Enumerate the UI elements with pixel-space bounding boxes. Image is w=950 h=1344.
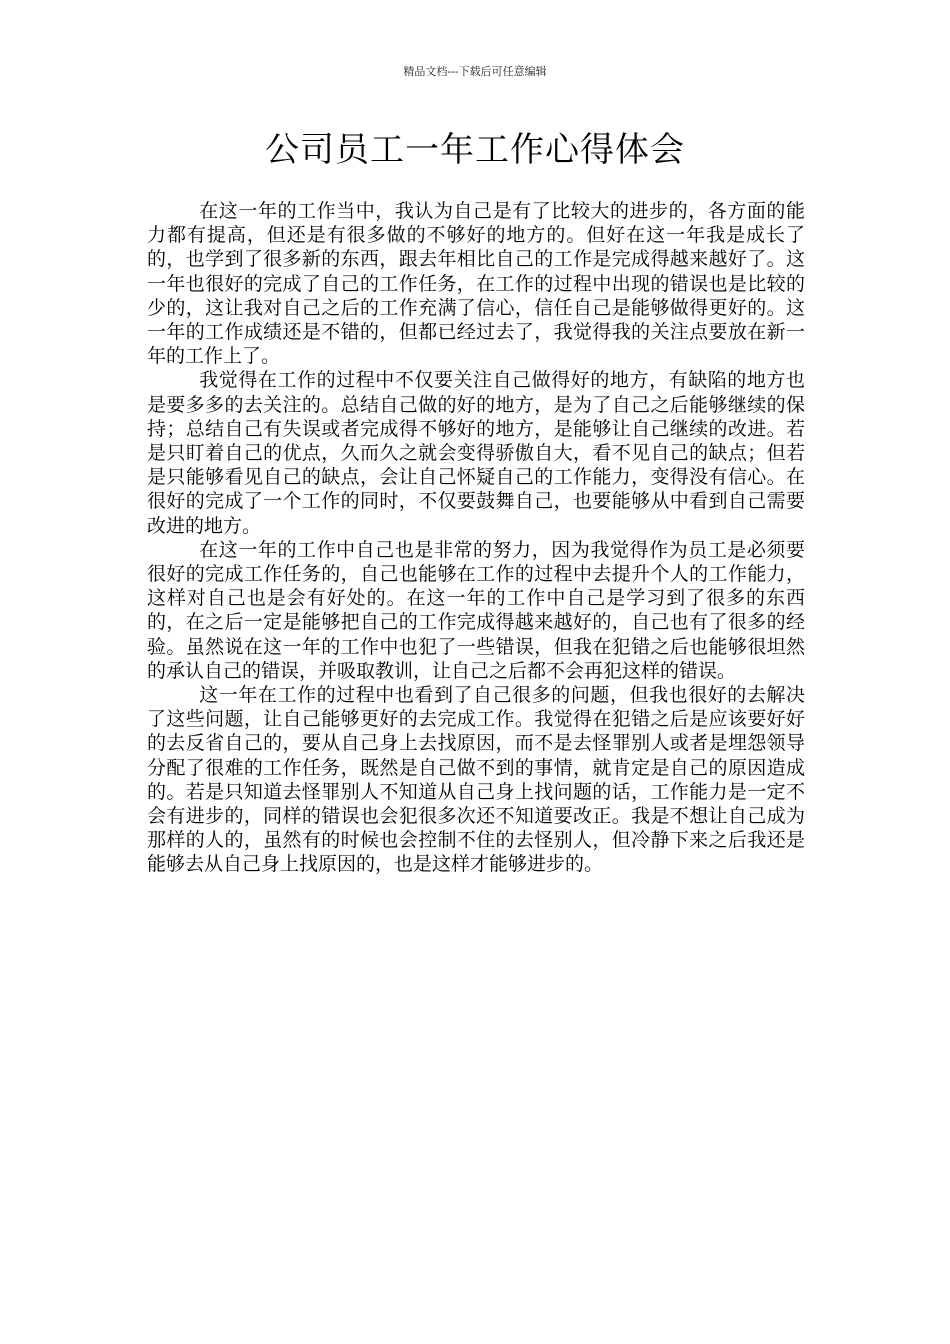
paragraph: 在这一年的工作当中，我认为自己是有了比较大的进步的，各方面的能力都有提高，但还是有很多做的不够好的地方的。但好在这一年我是成长了的，也学到了很多新的东西，跟去年相比自己的工作是完成得越来越好了。这一年也很好的完成了自己的工作任务，在工作的过程中出现的错误也是比较的少的，这让我对自己之后的工作充满了信心，信任自己是能够做得更好的。这一年的工作成绩还是不错的，但都已经过去了，我觉得我的关注点要放在新一年的工作上了。 bbox=[147, 200, 805, 368]
paragraph: 这一年在工作的过程中也看到了自己很多的问题，但我也很好的去解决了这些问题，让自己能够更好的去完成工作。我觉得在犯错之后是应该要好好的去反省自己的，要从自己身上去找原因，而不是去怪罪别人或者是埋怨领导分配了很难的工作任务，既然是自己做不到的事情，就肯定是自己的原因造成的。若是只知道去怪罪别人不知道从自己身上找问题的话，工作能力是一定不会有进步的，同样的错误也会犯很多次还不知道要改正。我是不想让自己成为那样的人的，虽然有的时候也会控制不住的去怪别人，但冷静下来之后我还是能够去从自己身上找原因的，也是这样才能够进步的。 bbox=[147, 684, 805, 876]
document-title: 公司员工一年工作心得体会 bbox=[265, 130, 685, 170]
paragraph: 我觉得在工作的过程中不仅要关注自己做得好的地方，有缺陷的地方也是要多多的去关注的。总结自己做的好的地方，是为了自己之后能够继续的保持；总结自己有失误或者完成得不够好的地方，是能够让自己继续的改进。若是只盯着自己的优点，久而久之就会变得骄傲自大，看不见自己的缺点；但若是只能够看见自己的缺点，会让自己怀疑自己的工作能力，变得没有信心。在很好的完成了一个工作的同时，不仅要鼓舞自己，也要能够从中看到自己需要改进的地方。 bbox=[147, 369, 805, 537]
document-body bbox=[147, 199, 805, 877]
paragraph: 在这一年的工作中自己也是非常的努力，因为我觉得作为员工是必须要很好的完成工作任务的，自己也能够在工作的过程中去提升个人的工作能力，这样对自己也是会有好处的。在这一年的工作中自己是学习到了很多的东西的，在之后一定是能够把自己的工作完成得越来越好的，自己也有了很多的经验。虽然说在这一年的工作中也犯了一些错误，但我在犯错之后也能够很坦然的承认自己的错误，并吸取教训，让自己之后都不会再犯这样的错误。 bbox=[147, 538, 805, 682]
page-header: 精品文档---下载后可任意编辑 bbox=[403, 65, 547, 78]
